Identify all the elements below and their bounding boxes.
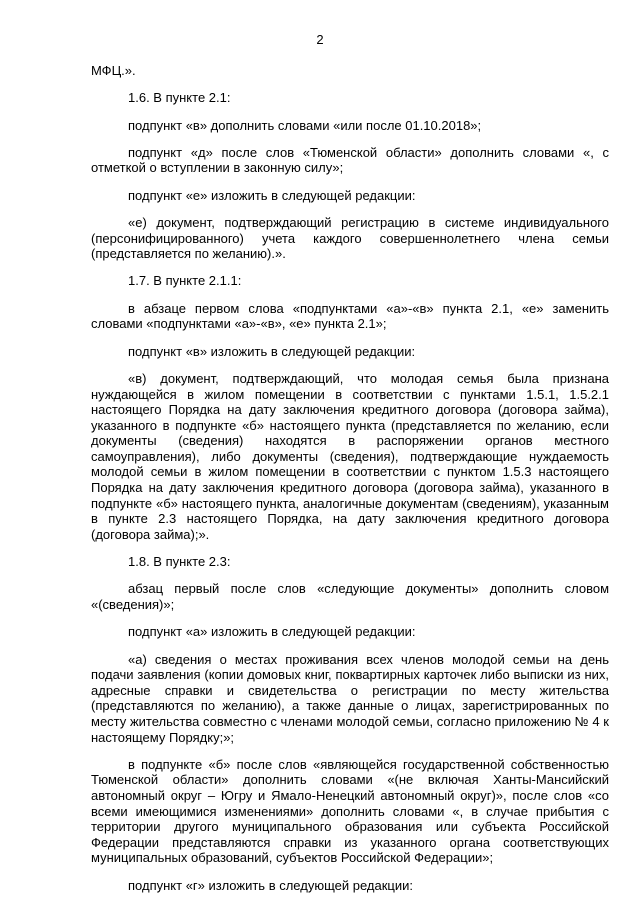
paragraph: 1.7. В пункте 2.1.1: bbox=[128, 273, 242, 289]
paragraph: в подпункте «б» после слов «являющейся государственной собственностью Тюменской области» дополнить словами «(не включая Ханты-Мансийский автономный округ – Югру и Ямало-Ненецкий автономный округ)», после слов «со всеми имеющимися изменениями» дополнить словами «, в случае прибытия с территории другого муниципального образования или субъекта Российской Федерации представляются справки из указанного органа соответствующих муниципальных образований, субъектов Российской Федерации»; bbox=[91, 756, 609, 866]
paragraph: 1.8. В пункте 2.3: bbox=[128, 554, 231, 570]
paragraph: «в) документ, подтверждающий, что молодая семья была признана нуждающейся в жилом помещении в соответствии с пунктами 1.5.1, 1.5.2.1 настоящего Порядка на дату заключения кредитного договора (договора займа), указанного в подпункте «б» настоящего пункта (представляется по желанию, если документы (сведения) находятся в распоряжении органов местного самоуправления), либо документы (сведения), подтверждающие нуждаемость молодой семьи в жилом помещении в соответствии с пунктом 1.5.3 настоящего Порядка на дату заключения кредитного договора (договора займа), указанного в подпункте «б» настоящего пункта, аналогичные документам (сведениям), указанным в пункте 2.3 настоящего Порядка, на дату заключения кредитного договора (договора займа);». bbox=[91, 370, 609, 542]
paragraph: 1.6. В пункте 2.1: bbox=[128, 90, 231, 106]
paragraph: подпункт «д» после слов «Тюменской области» дополнить словами «, с отметкой о вступлении в законную силу»; bbox=[91, 144, 609, 176]
paragraph: подпункт «а» изложить в следующей редакции: bbox=[128, 624, 416, 640]
paragraph: «е) документ, подтверждающий регистрацию в системе индивидуального (персонифицированного) учета каждого совершеннолетнего члена семьи (представляется по желанию).». bbox=[91, 215, 609, 262]
paragraph: подпункт «в» изложить в следующей редакции: bbox=[128, 343, 416, 359]
paragraph: «а) сведения о местах проживания всех членов молодой семьи на день подачи заявления (копии домовых книг, поквартирных карточек либо выписки из них, адресные справки и свидетельства о регистрации по месту жительства (представляются по желанию), а также данные о лицах, зарегистрированных по месту жительства совместно с членами молодой семьи, согласно приложению № 4 к настоящему Порядку;»; bbox=[91, 651, 609, 745]
page-number: 2 bbox=[316, 32, 324, 47]
paragraph: в абзаце первом слова «подпунктами «а»-«в» пункта 2.1, «е» заменить словами «подпунктами «а»-«в», «е» пункта 2.1»; bbox=[91, 300, 609, 332]
paragraph: подпункт «г» изложить в следующей редакции: bbox=[128, 877, 413, 893]
paragraph: подпункт «в» дополнить словами «или после 01.10.2018»; bbox=[128, 117, 482, 133]
paragraph: подпункт «е» изложить в следующей редакции: bbox=[128, 187, 416, 203]
paragraph: МФЦ.». bbox=[91, 63, 136, 78]
paragraph: абзац первый после слов «следующие документы» дополнить словом «(сведения)»; bbox=[91, 581, 609, 612]
document-body bbox=[91, 63, 609, 905]
